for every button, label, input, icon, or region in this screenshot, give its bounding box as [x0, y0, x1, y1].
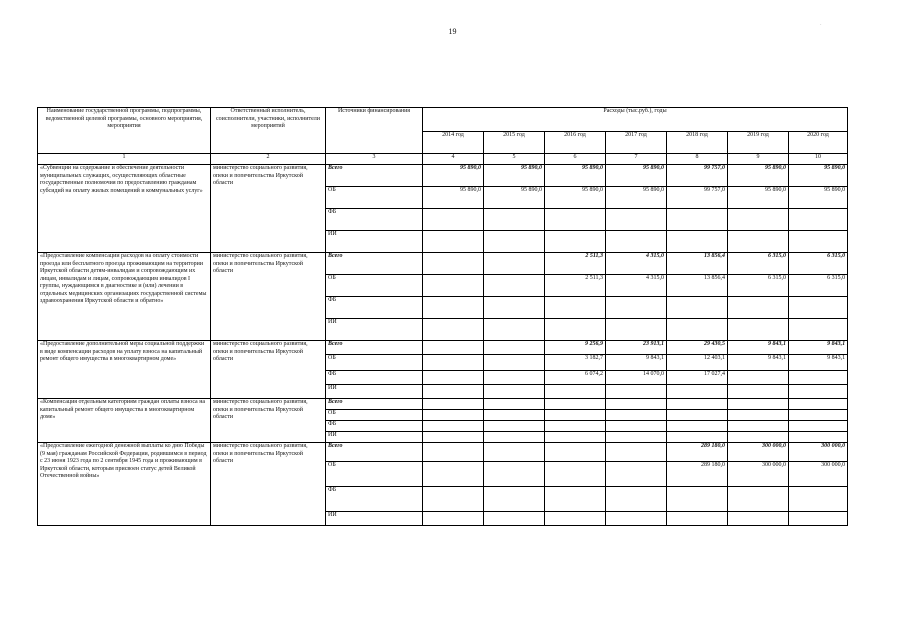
value-cell	[423, 410, 484, 421]
value-cell	[545, 209, 606, 231]
value-cell	[789, 487, 848, 512]
value-cell: 6 315,0	[789, 275, 848, 297]
header-year: 2018 год	[667, 132, 728, 154]
column-number: 2	[211, 154, 326, 165]
header-program-name: Наименование государственной программы, подпрограммы, ведомственной целевой программы, основного мероприятия, мероприятия	[38, 108, 211, 154]
table-row	[38, 399, 848, 410]
funding-source-label: ИИ	[326, 512, 423, 526]
value-cell	[789, 512, 848, 526]
value-cell	[667, 487, 728, 512]
value-cell: 300 000,0	[789, 462, 848, 487]
funding-source-label: ФБ	[326, 421, 423, 432]
value-cell	[606, 432, 667, 443]
value-cell	[667, 209, 728, 231]
value-cell	[606, 297, 667, 319]
column-number: 3	[326, 154, 423, 165]
value-cell	[606, 462, 667, 487]
column-number: 4	[423, 154, 484, 165]
value-cell	[545, 462, 606, 487]
value-cell	[728, 371, 789, 385]
funding-source-label: Всего	[326, 399, 423, 410]
value-cell	[484, 371, 545, 385]
program-name: «Компенсация отдельным категориям граждан оплаты взноса на капитальный ремонт общего имущества в многоквартирном доме»	[38, 399, 211, 443]
value-cell	[789, 410, 848, 421]
value-cell: 95 890,0	[423, 165, 484, 187]
header-funding-source: Источники финансирования	[326, 108, 423, 154]
value-cell	[423, 275, 484, 297]
value-cell: 9 843,1	[728, 341, 789, 355]
value-cell: 289 180,0	[667, 462, 728, 487]
value-cell	[423, 421, 484, 432]
value-cell	[728, 512, 789, 526]
value-cell	[484, 385, 545, 399]
value-cell	[484, 487, 545, 512]
value-cell	[545, 421, 606, 432]
value-cell	[484, 512, 545, 526]
value-cell: 95 890,0	[728, 165, 789, 187]
value-cell: 9 843,1	[728, 355, 789, 371]
value-cell: 99 757,0	[667, 165, 728, 187]
value-cell	[606, 443, 667, 462]
column-number: 8	[667, 154, 728, 165]
value-cell: 23 913,1	[606, 341, 667, 355]
value-cell	[789, 231, 848, 253]
value-cell: 4 315,0	[606, 253, 667, 275]
value-cell: 95 890,0	[606, 165, 667, 187]
funding-source-label: Всего	[326, 443, 423, 462]
funding-source-label: ИИ	[326, 319, 423, 341]
value-cell	[667, 385, 728, 399]
value-cell: 6 315,0	[728, 253, 789, 275]
value-cell	[484, 399, 545, 410]
value-cell	[484, 341, 545, 355]
funding-source-label: Всего	[326, 165, 423, 187]
value-cell: 9 843,1	[789, 341, 848, 355]
funding-source-label: ФБ	[326, 371, 423, 385]
value-cell	[606, 209, 667, 231]
value-cell	[728, 231, 789, 253]
value-cell	[667, 432, 728, 443]
value-cell	[423, 253, 484, 275]
value-cell	[545, 443, 606, 462]
column-number: 10	[789, 154, 848, 165]
header-expenses: Расходы (тыс.руб.), годы	[423, 108, 848, 132]
value-cell	[545, 385, 606, 399]
value-cell: 289 180,0	[667, 443, 728, 462]
value-cell	[423, 432, 484, 443]
value-cell: 99 757,0	[667, 187, 728, 209]
table-row	[38, 341, 848, 355]
value-cell: 9 843,1	[789, 355, 848, 371]
value-cell	[728, 410, 789, 421]
value-cell	[728, 399, 789, 410]
value-cell	[606, 399, 667, 410]
executor: министерство социального развития, опеки и попечительства Иркутской области	[211, 443, 326, 526]
value-cell	[728, 385, 789, 399]
value-cell	[484, 443, 545, 462]
value-cell	[423, 512, 484, 526]
value-cell: 6 315,0	[789, 253, 848, 275]
table-row	[38, 443, 848, 462]
value-cell	[545, 319, 606, 341]
value-cell: 9 843,1	[606, 355, 667, 371]
value-cell	[789, 371, 848, 385]
value-cell: 95 890,0	[423, 187, 484, 209]
funding-source-label: ОБ	[326, 275, 423, 297]
header-year: 2015 год	[484, 132, 545, 154]
value-cell: 2 511,3	[545, 253, 606, 275]
corner-mark: ·	[820, 23, 822, 28]
value-cell	[606, 421, 667, 432]
value-cell: 95 890,0	[484, 165, 545, 187]
program-name: «Предоставление ежегодной денежной выплаты ко дню Победы (9 мая) гражданам Российской Федерации, родившимся в период с 23 июня 1923 года по 2 сентября 1945 года и проживающим в Иркутской области, которым присвоен статус детей Великой Отечественной войны»	[38, 443, 211, 526]
header-year: 2014 год	[423, 132, 484, 154]
value-cell	[606, 385, 667, 399]
value-cell	[789, 297, 848, 319]
value-cell: 2 511,3	[545, 275, 606, 297]
header-year: 2019 год	[728, 132, 789, 154]
executor: министерство социального развития, опеки и попечительства Иркутской области	[211, 341, 326, 399]
value-cell	[545, 432, 606, 443]
value-cell	[484, 275, 545, 297]
value-cell	[423, 341, 484, 355]
funding-source-label: ИИ	[326, 385, 423, 399]
value-cell	[545, 231, 606, 253]
value-cell	[484, 462, 545, 487]
value-cell	[484, 231, 545, 253]
value-cell: 17 027,4	[667, 371, 728, 385]
value-cell	[789, 319, 848, 341]
column-number: 6	[545, 154, 606, 165]
value-cell	[545, 399, 606, 410]
program-name: «Предоставление компенсации расходов на оплату стоимости проезда или бесплатного проезда проживающим на территории Иркутской области детям-инвалидам и сопровождающим их лицам, инвалидам и лицам, сопровождающим инвалидов I группы, нуждающимся в диагностике и (или) лечении в отдельных медицинских организациях государственной системы здравоохранения Иркутской области и обратно»	[38, 253, 211, 341]
value-cell	[545, 297, 606, 319]
funding-source-label: Всего	[326, 253, 423, 275]
value-cell	[545, 487, 606, 512]
funding-source-label: ИИ	[326, 231, 423, 253]
value-cell: 95 890,0	[484, 187, 545, 209]
value-cell	[484, 319, 545, 341]
value-cell	[423, 385, 484, 399]
value-cell	[423, 399, 484, 410]
value-cell	[484, 297, 545, 319]
value-cell: 3 182,7	[545, 355, 606, 371]
value-cell	[728, 209, 789, 231]
value-cell	[789, 432, 848, 443]
value-cell: 9 256,9	[545, 341, 606, 355]
value-cell	[545, 512, 606, 526]
value-cell: 4 315,0	[606, 275, 667, 297]
value-cell	[667, 410, 728, 421]
executor: министерство социального развития, опеки и попечительства Иркутской области	[211, 399, 326, 443]
value-cell	[423, 319, 484, 341]
column-number: 1	[38, 154, 211, 165]
value-cell	[484, 355, 545, 371]
value-cell	[667, 297, 728, 319]
value-cell: 300 000,0	[728, 443, 789, 462]
value-cell	[606, 410, 667, 421]
value-cell: 300 000,0	[789, 443, 848, 462]
header-year: 2016 год	[545, 132, 606, 154]
value-cell: 14 070,0	[606, 371, 667, 385]
executor: министерство социального развития, опеки и попечительства Иркутской области	[211, 253, 326, 341]
value-cell: 29 430,5	[667, 341, 728, 355]
value-cell: 6 315,0	[728, 275, 789, 297]
program-name: «Субвенции на содержание и обеспечение деятельности муниципальных служащих, осуществляющих областные государственные полномочия по предоставлению гражданам субсидий на оплату жилых помещений и коммунальных услуг»	[38, 165, 211, 253]
column-number: 5	[484, 154, 545, 165]
value-cell	[728, 421, 789, 432]
value-cell	[728, 297, 789, 319]
value-cell	[728, 319, 789, 341]
value-cell	[484, 253, 545, 275]
funding-source-label: ОБ	[326, 355, 423, 371]
value-cell: 12 403,1	[667, 355, 728, 371]
value-cell: 95 890,0	[545, 165, 606, 187]
value-cell	[545, 410, 606, 421]
value-cell	[789, 421, 848, 432]
value-cell	[606, 487, 667, 512]
funding-source-label: ОБ	[326, 410, 423, 421]
value-cell	[667, 512, 728, 526]
table-row	[38, 165, 848, 187]
value-cell	[667, 231, 728, 253]
value-cell	[484, 209, 545, 231]
page-number: 19	[448, 27, 457, 36]
funding-source-label: ФБ	[326, 487, 423, 512]
value-cell: 95 890,0	[606, 187, 667, 209]
value-cell	[789, 209, 848, 231]
value-cell: 95 890,0	[728, 187, 789, 209]
value-cell: 6 074,2	[545, 371, 606, 385]
value-cell	[423, 371, 484, 385]
funding-source-label: ОБ	[326, 462, 423, 487]
column-number: 9	[728, 154, 789, 165]
value-cell	[606, 319, 667, 341]
funding-source-label: ИИ	[326, 432, 423, 443]
value-cell	[667, 399, 728, 410]
value-cell	[606, 231, 667, 253]
funding-source-label: Всего	[326, 341, 423, 355]
value-cell: 300 000,0	[728, 462, 789, 487]
value-cell	[423, 231, 484, 253]
value-cell	[606, 512, 667, 526]
value-cell: 13 856,4	[667, 253, 728, 275]
value-cell	[484, 421, 545, 432]
value-cell	[484, 410, 545, 421]
value-cell: 95 890,0	[789, 187, 848, 209]
program-name: «Предоставление дополнительной меры социальной поддержки в виде компенсации расходов на уплату взноса на капитальный ремонт общего имущества в многоквартирном доме»	[38, 341, 211, 399]
value-cell	[484, 432, 545, 443]
header-executor: Ответственный исполнитель, соисполнители, участники, исполнители мероприятий	[211, 108, 326, 154]
value-cell	[423, 487, 484, 512]
value-cell	[667, 421, 728, 432]
funding-source-label: ОБ	[326, 187, 423, 209]
value-cell	[423, 355, 484, 371]
value-cell: 95 890,0	[545, 187, 606, 209]
value-cell	[728, 487, 789, 512]
funding-source-label: ФБ	[326, 297, 423, 319]
value-cell	[789, 385, 848, 399]
header-year: 2017 год	[606, 132, 667, 154]
header-year: 2020 год	[789, 132, 848, 154]
executor: министерство социального развития, опеки и попечительства Иркутской области	[211, 165, 326, 253]
budget-table	[37, 107, 848, 526]
value-cell	[423, 443, 484, 462]
value-cell	[423, 462, 484, 487]
value-cell	[728, 432, 789, 443]
value-cell	[423, 297, 484, 319]
value-cell	[667, 319, 728, 341]
funding-source-label: ФБ	[326, 209, 423, 231]
value-cell: 13 856,4	[667, 275, 728, 297]
table-row	[38, 253, 848, 275]
value-cell	[789, 399, 848, 410]
value-cell	[423, 209, 484, 231]
value-cell: 95 890,0	[789, 165, 848, 187]
column-number: 7	[606, 154, 667, 165]
